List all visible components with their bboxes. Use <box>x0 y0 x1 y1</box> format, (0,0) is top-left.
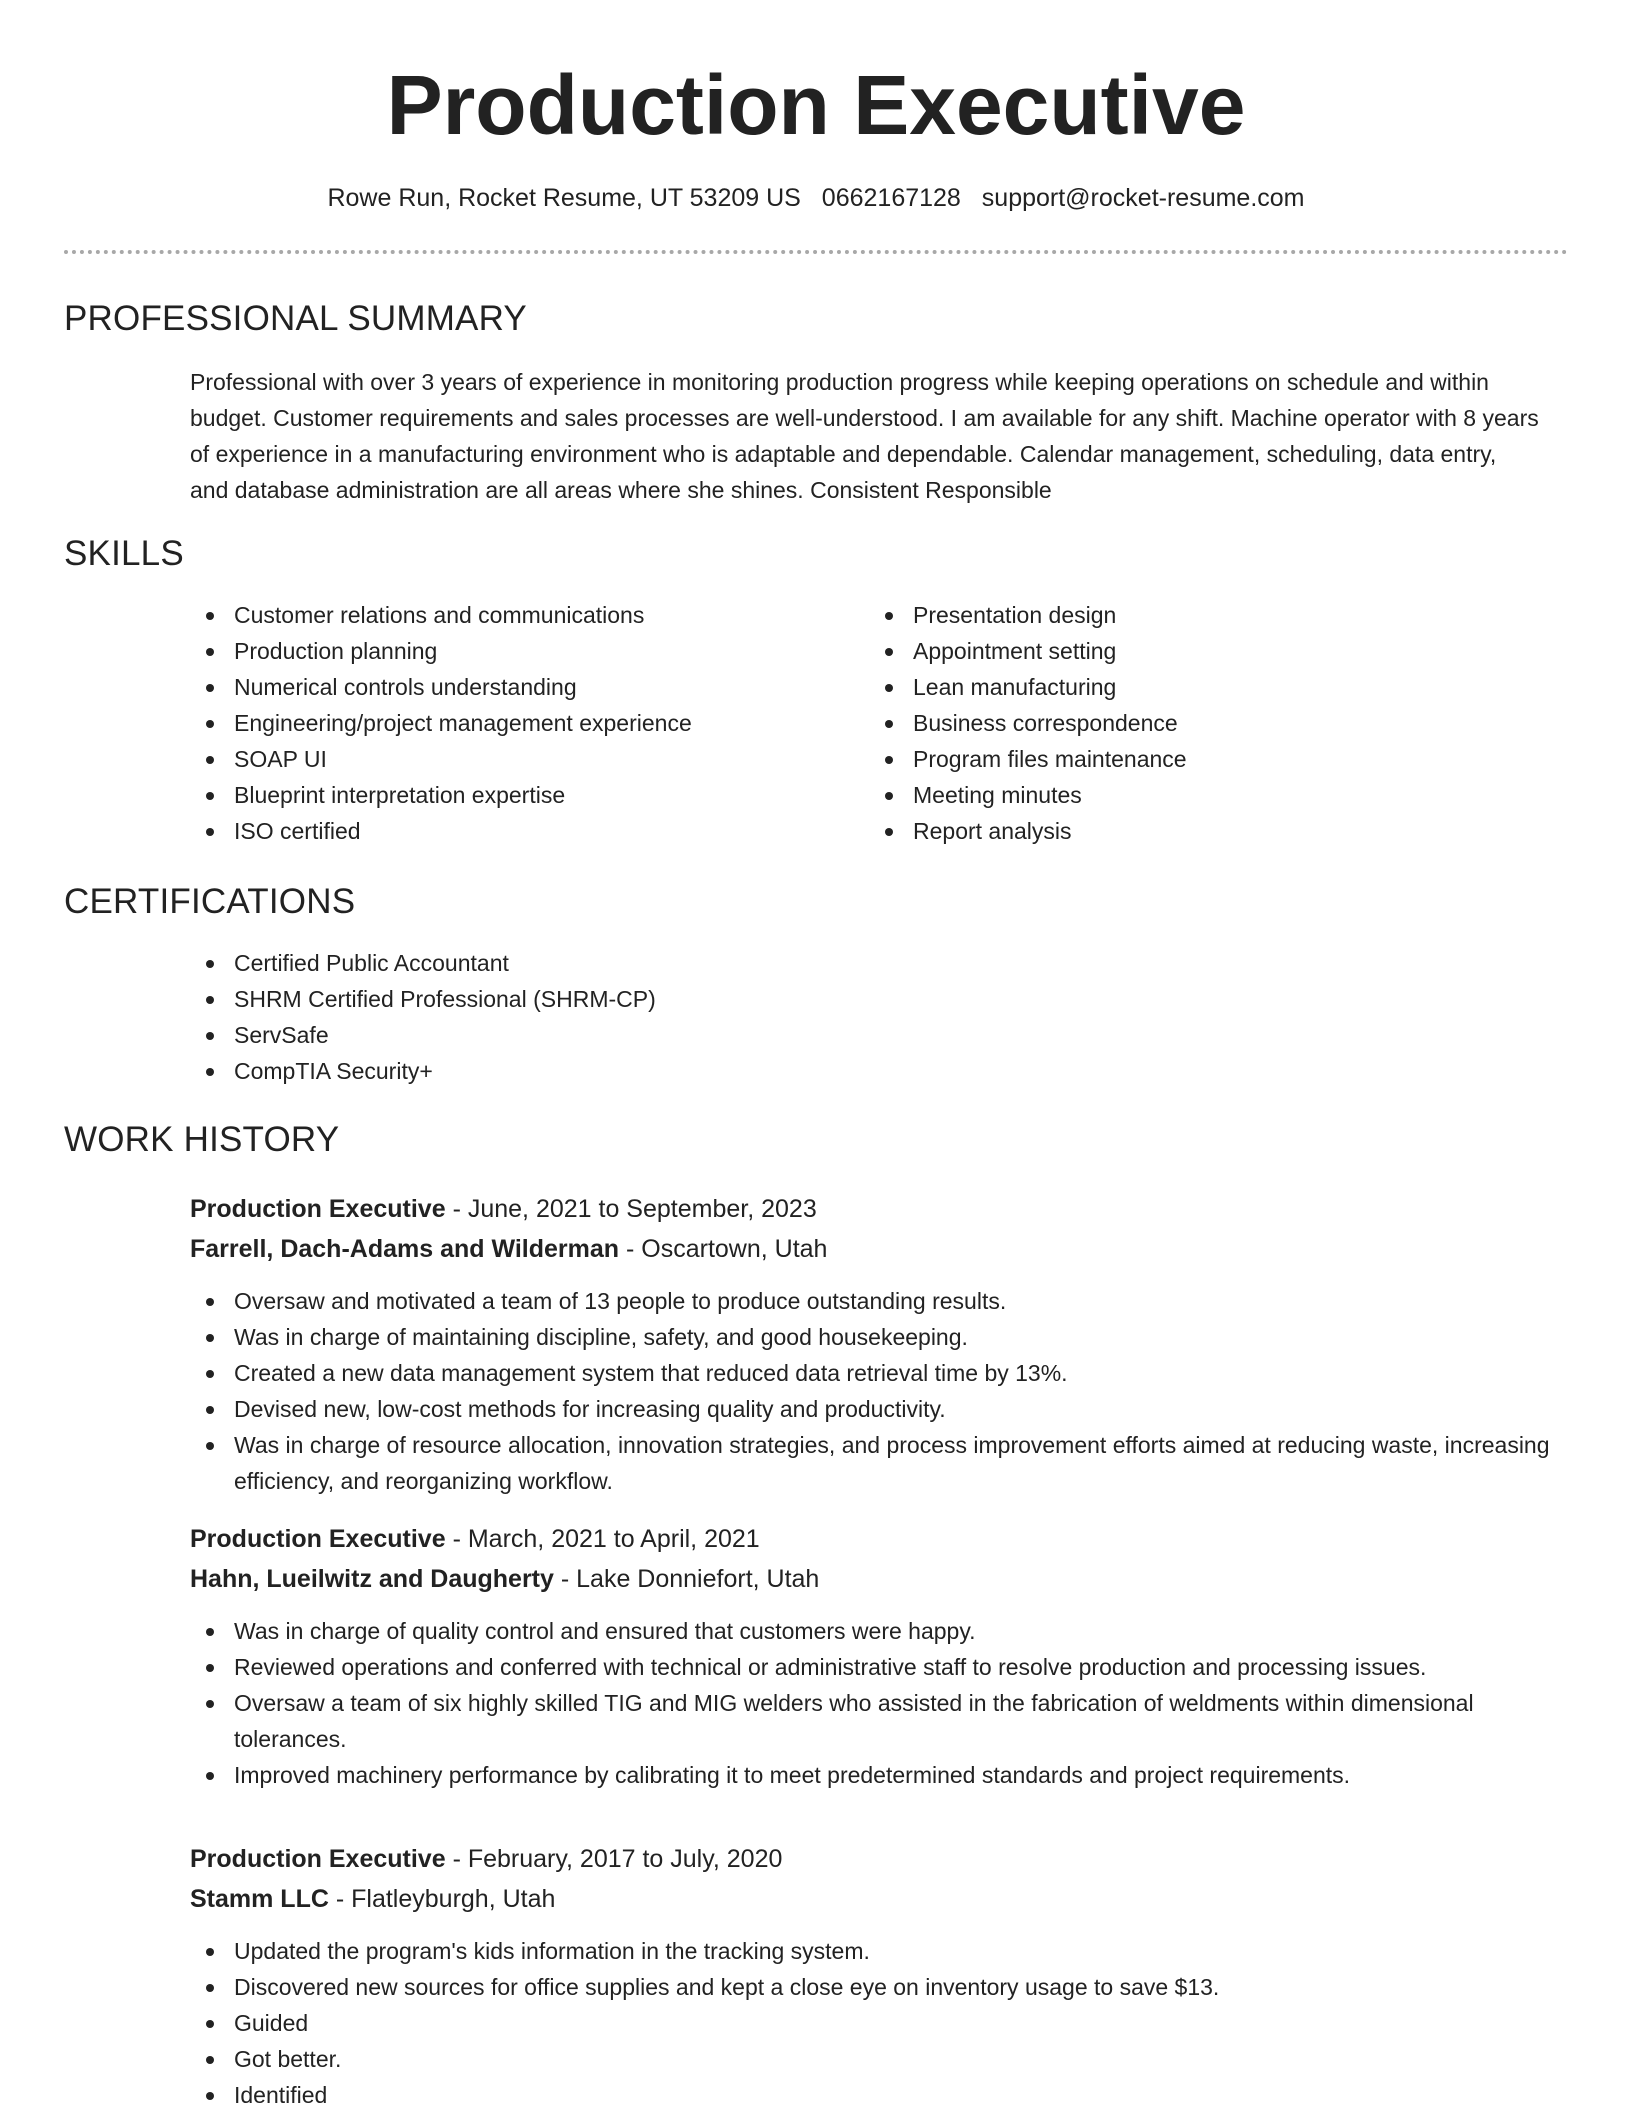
section-title-summary: PROFESSIONAL SUMMARY <box>64 299 527 338</box>
list-item: CompTIA Security+ <box>190 1053 1090 1089</box>
list-item: Blueprint interpretation expertise <box>190 777 830 813</box>
list-item: Was in charge of quality control and ensured that customers were happy. <box>190 1613 1550 1649</box>
list-item: Meeting minutes <box>869 777 1509 813</box>
skills-list-right <box>869 597 1509 849</box>
job-bullets <box>190 1283 1550 1499</box>
job-location: - Lake Donniefort, Utah <box>553 1565 820 1593</box>
header-divider <box>64 250 1568 254</box>
list-item: Oversaw a team of six highly skilled TIG and MIG welders who assisted in the fabrication of weldments within dimensional tolerances. <box>190 1685 1550 1757</box>
contact-phone: 0662167128 <box>821 184 961 212</box>
section-title-skills: SKILLS <box>64 534 184 573</box>
job-company-line <box>190 1230 827 1268</box>
list-item: Certified Public Accountant <box>190 945 1090 981</box>
list-item: Engineering/project management experience <box>190 705 830 741</box>
list-item: Guided <box>190 2005 1550 2041</box>
job-title-line <box>190 1520 760 1558</box>
list-item: ISO certified <box>190 813 830 849</box>
candidate-name: Production Executive <box>386 58 1246 152</box>
list-item: Created a new data management system that reduced data retrieval time by 13%. <box>190 1355 1550 1391</box>
list-item: Improved machinery performance by calibrating it to meet predetermined standards and project requirements. <box>190 1757 1550 1793</box>
list-item: Identified <box>190 2077 1550 2113</box>
job-company-line <box>190 1560 819 1598</box>
list-item: Got better. <box>190 2041 1550 2077</box>
list-item: Presentation design <box>869 597 1509 633</box>
job-bullets <box>190 1613 1550 1793</box>
job-title-line <box>190 1840 782 1878</box>
list-item: Updated the program's kids information in the tracking system. <box>190 1933 1550 1969</box>
list-item: Oversaw and motivated a team of 13 people to produce outstanding results. <box>190 1283 1550 1319</box>
contact-line <box>0 180 1632 216</box>
list-item: Business correspondence <box>869 705 1509 741</box>
list-item: Numerical controls understanding <box>190 669 830 705</box>
job-role: Production Executive <box>190 1195 446 1223</box>
list-item: Lean manufacturing <box>869 669 1509 705</box>
list-item: Was in charge of resource allocation, innovation strategies, and process improvement efforts aimed at reducing waste, increasing efficiency, and reorganizing workflow. <box>190 1427 1550 1499</box>
summary-text: Professional with over 3 years of experience in monitoring production progress while keeping operations on schedule and within budget. Customer requirements and sales processes are well-understood. I am available for any shift. Machine operator with 8 years of experience in a manufacturing environment who is adaptable and dependable. Calendar management, scheduling, data entry, and database administration are all areas where she shines. Consistent Responsible <box>190 369 1539 503</box>
section-title-certifications: CERTIFICATIONS <box>64 882 356 921</box>
skills-list-left <box>190 597 830 849</box>
list-item: Discovered new sources for office supplies and kept a close eye on inventory usage to save $13. <box>190 1969 1550 2005</box>
list-item: Was in charge of maintaining discipline, safety, and good housekeeping. <box>190 1319 1550 1355</box>
list-item: SOAP UI <box>190 741 830 777</box>
job-role: Production Executive <box>190 1845 446 1873</box>
list-item: Customer relations and communications <box>190 597 830 633</box>
list-item: Report analysis <box>869 813 1509 849</box>
list-item: Reviewed operations and conferred with technical or administrative staff to resolve production and processing issues. <box>190 1649 1550 1685</box>
job-location: - Flatleyburgh, Utah <box>328 1885 556 1913</box>
job-location: - Oscartown, Utah <box>619 1235 828 1263</box>
job-role: Production Executive <box>190 1525 446 1553</box>
job-bullets <box>190 1933 1550 2113</box>
job-company: Farrell, Dach-Adams and Wilderman <box>190 1235 620 1263</box>
job-dates: - March, 2021 to April, 2021 <box>445 1525 760 1553</box>
list-item: SHRM Certified Professional (SHRM-CP) <box>190 981 1090 1017</box>
list-item: Devised new, low-cost methods for increasing quality and productivity. <box>190 1391 1550 1427</box>
job-company-line <box>190 1880 555 1918</box>
list-item: ServSafe <box>190 1017 1090 1053</box>
job-company: Stamm LLC <box>190 1885 329 1913</box>
contact-address: Rowe Run, Rocket Resume, UT 53209 US <box>327 184 801 212</box>
list-item: Production planning <box>190 633 830 669</box>
list-item: Appointment setting <box>869 633 1509 669</box>
job-title-line <box>190 1190 817 1228</box>
job-company: Hahn, Lueilwitz and Daugherty <box>190 1565 554 1593</box>
certifications-list <box>190 945 1090 1089</box>
job-dates: - June, 2021 to September, 2023 <box>445 1195 817 1223</box>
job-dates: - February, 2017 to July, 2020 <box>445 1845 783 1873</box>
contact-email: support@rocket-resume.com <box>981 184 1305 212</box>
section-title-work-history: WORK HISTORY <box>64 1120 340 1159</box>
list-item: Program files maintenance <box>869 741 1509 777</box>
